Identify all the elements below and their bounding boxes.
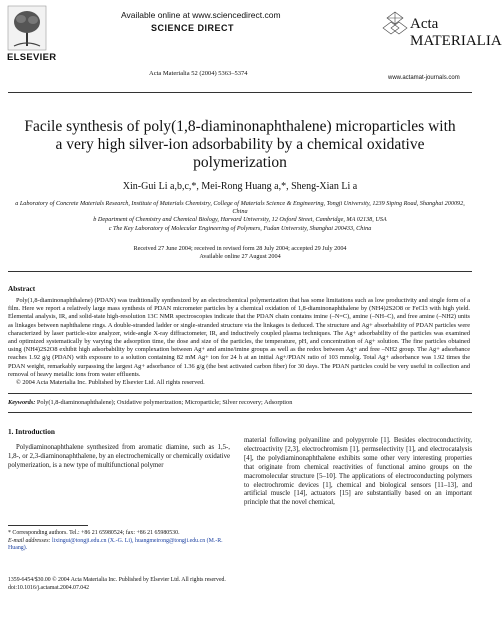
affiliation-c: c The Key Laboratory of Molecular Engineering of Polymers, Fudan University, Shanghai 200433, China (108, 224, 372, 232)
email-label: E-mail addresses: (8, 537, 51, 544)
affiliation-a: a Laboratory of Concrete Materials Research, Institute of Materials Chemistry, College of Materials Science & Engineering, Tongji University, 1239 Siping Road, Shanghai 200092, China (15, 200, 465, 216)
elsevier-tree-logo-icon (8, 6, 46, 50)
section-heading-introduction: 1. Introduction (8, 427, 55, 436)
affiliation-b: b Department of Chemistry and Chemical Biology, Harvard University, 12 Oxford Street, Cambridge, MA 02138, USA (93, 216, 387, 224)
sciencedirect-logo-text: SCIENCE DIRECT (151, 23, 235, 33)
article-authors: Xin-Gui Li a,b,c,*, Mei-Rong Huang a,*, Sheng-Xian Li a (122, 181, 358, 192)
introduction-right-column: material following polyaniline and polypyrrole [1]. Besides electroconductivity, electroactivity [2,3], electrochromism [1], permselectivity [1], and electrocatalysis [4], the polydiaminonaphthalene exhibits some other very interesting properties that originate from chemical reactivities of functional amino groups on the macromolecular structure [5–10]. The applications of electroconducting polymers to electrochromic devices [1], chemical and biological sensors [11–13], and artificial muscle [14], actuators [15] are substantially based on an important principle that the novel chemical, (244, 437, 472, 507)
abstract-bottom-divider (8, 393, 472, 394)
publisher-name: ELSEVIER (7, 52, 57, 63)
journal-logo-text: Acta MATERIALIA (410, 16, 502, 49)
journal-url[interactable]: www.actamat-journals.com (388, 75, 460, 81)
corresponding-author-note: * Corresponding authors. Tel.: +86 21 65980524; fax: +86 21 65980530. (8, 530, 180, 536)
header-divider (8, 92, 472, 93)
article-title: Facile synthesis of poly(1,8-diaminonaphthalene) microparticles with a very high silver-ion adsorbability by a chemical oxidative polymerization (24, 118, 456, 171)
footnote-divider (8, 525, 88, 526)
affiliations (14, 200, 466, 233)
available-date: Available online 27 August 2004 (199, 253, 281, 260)
keywords-text: Poly(1,8-diaminonaphthalene); Oxidative polymerization; Microparticle; Silver recovery; Adsorption (36, 399, 293, 406)
abstract-top-divider (8, 271, 472, 272)
abstract-heading: Abstract (8, 284, 36, 293)
keywords-divider (8, 412, 472, 413)
sciencedirect-logo (151, 23, 234, 33)
available-online-text[interactable]: Available online at www.sciencedirect.com (121, 10, 281, 20)
email-note (8, 538, 230, 553)
article-dates (14, 245, 466, 261)
abstract-text: Poly(1,8-diaminonaphthalene) (PDAN) was traditionally synthesized by an electrochemical polymerization that has some limitations such as low productivity and single form of a film. Here we report a relatively large mass synthesis of PDAN micrometer particles by a chemical oxidation of 1,8-diaminonaphthalene by (NH4)2S2O8 or FeCl3 with high yield. Elemental analysis, IR, and solid-state high-resolution 13C NMR spectroscopies indicate that the PDAN chain contains imine (–N=C), amine (–NH–C), and free amine (–NH2) units as linkages between naphthalene rings. A double-stranded ladder or single-stranded structure via the linkages is deduced. The structure and Ag+ absorbability of PDAN particles were characterized by laser particle-size analyzer, wide-angle X-ray diffractometer, IR, and inductively coupled plasma techniques. The Ag+ adsorbability of the particles was examined and optimized systematically by varying the adsorption time, the dose and size of the particles, the temperature, pH, and concentration of Ag+ solution. The fine particles obtained using (NH4)2S2O8 exhibit high adsorbability by complexation between Ag+ and amine/imine groups as well as the redox between Ag+ and free –NH2 group. The Ag+ adsorbance reaches 1.92 g/g (PDAN) with exposure to a solution containing 82 mM Ag+ ion for 24 h at an initial Ag+/PDAN ratio of 103 mmol/g. Total Ag+ adsorbance was 1.92 times the PDAN weight, remarkably surpassing the largest Ag+ adsorbance of 1.36 g/g (the best activated carbon fiber) for 30 days. The PDAN particles could be very useful in collection and removal of heavy metallic ions from water effluents. (8, 297, 470, 378)
email-links[interactable]: lixingui@tongji.edu.cn (X.-G. Li), huangmeirong@tongji.edu.cn (M.-R. Huang). (8, 537, 223, 551)
abstract-copyright: © 2004 Acta Materialia Inc. Published by Elsevier Ltd. All rights reserved. (16, 379, 205, 387)
issn-line: 1359-6454/$30.00 © 2004 Acta Materialia Inc. Published by Elsevier Ltd. All rights reserved. (8, 577, 226, 583)
keywords (8, 399, 470, 406)
footnotes (8, 530, 230, 553)
keywords-label: Keywords: (8, 399, 36, 406)
abstract-body (8, 297, 470, 387)
footer-issn-doi (8, 577, 226, 592)
introduction-left-column: Polydiaminonaphthalene synthesized from aromatic diamine, such as 1,5-, 1,8-, or 2,3-diaminonaphthalene, by an electrochemically or chemically oxidative polymerization, is a new type of multifunctional polymer (8, 444, 230, 469)
journal-reference: Acta Materialia 52 (2004) 5363–5374 (149, 70, 248, 77)
doi-line[interactable]: doi:10.1016/j.actamat.2004.07.042 (8, 584, 89, 591)
received-dates: Received 27 June 2004; received in revised form 28 July 2004; accepted 29 July 2004 (133, 245, 347, 252)
